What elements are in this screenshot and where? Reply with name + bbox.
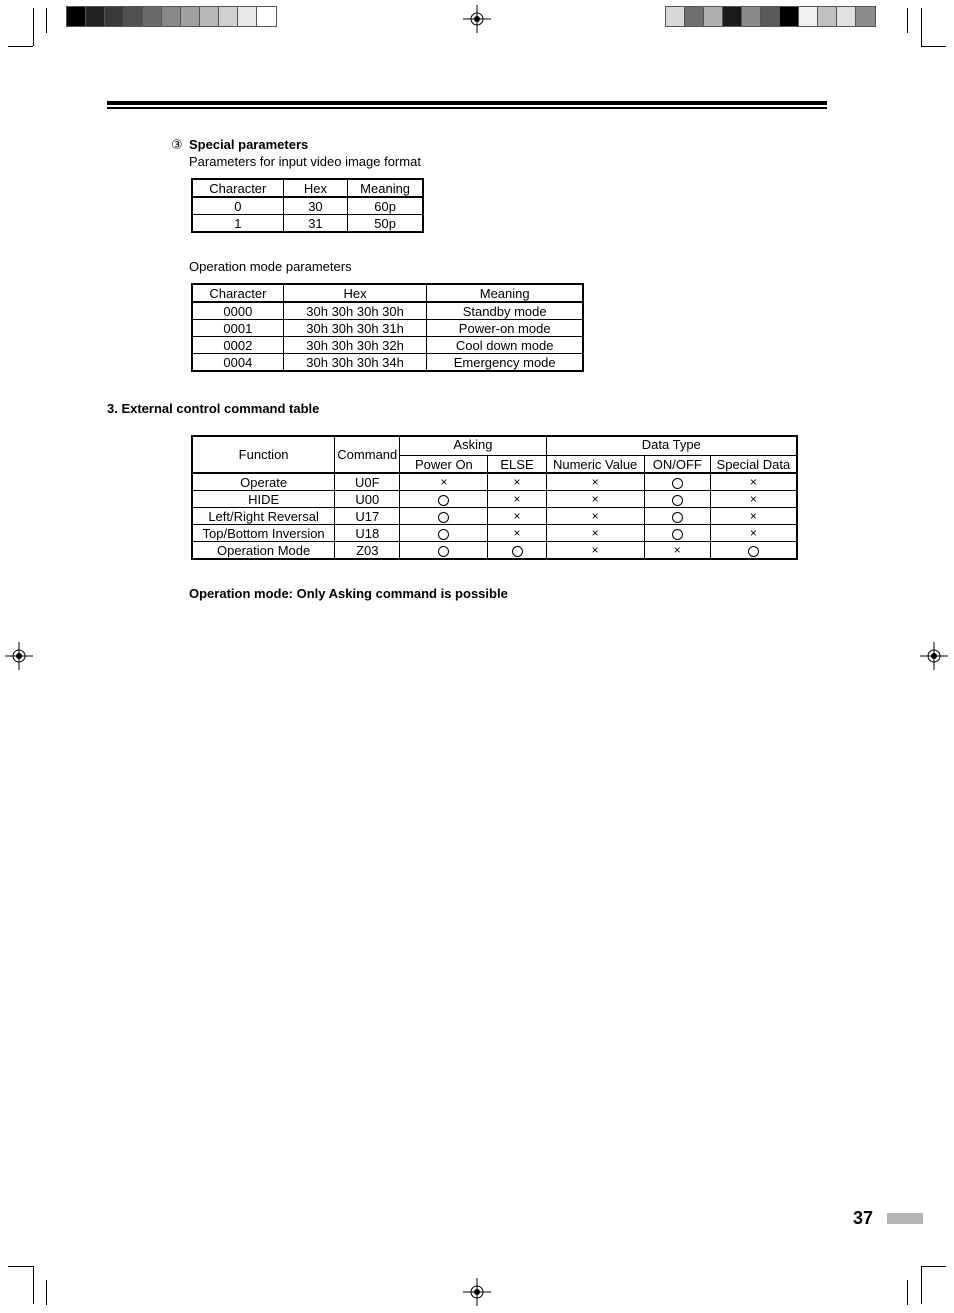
numeric-value-header: Numeric Value [546,456,644,474]
table-header: Meaning [427,285,583,303]
cross-icon: × [591,543,599,557]
page-number-bar [887,1213,923,1224]
circle-icon [672,529,683,540]
function-header: Function [193,437,335,474]
function-cell: Operation Mode [193,542,335,559]
color-swatch [105,7,124,26]
table-row [193,354,583,371]
cross-icon: × [440,475,448,489]
unsupported-mark [710,525,796,542]
table-row [193,302,583,320]
table-cell: Emergency mode [427,354,583,371]
cross-icon: × [513,509,521,523]
circle-icon [438,529,449,540]
table-row [193,337,583,354]
table-header: Meaning [348,180,423,198]
table-cell: Cool down mode [427,337,583,354]
color-swatch [257,7,276,26]
color-swatch [67,7,86,26]
data-type-header: Data Type [546,437,796,456]
cross-icon: × [513,475,521,489]
circle-icon [438,546,449,557]
color-swatch [124,7,143,26]
command-table [192,436,797,559]
power-on-header: Power On [400,456,488,474]
table-cell: 60p [348,197,423,215]
unsupported-mark [488,508,546,525]
registration-mark-bottom-icon [463,1278,491,1306]
unsupported-mark [400,473,488,491]
circle-icon [748,546,759,557]
registration-mark-right-icon [920,642,948,670]
special-params-marker: ③ [171,137,183,152]
color-swatch [818,7,837,26]
table-cell: 1 [193,215,284,232]
unsupported-mark [710,491,796,508]
unsupported-mark [546,508,644,525]
circle-icon [512,546,523,557]
color-swatch [200,7,219,26]
unsupported-mark [488,525,546,542]
registration-mark-left-icon [5,642,33,670]
color-calibration-bar-left [66,6,277,27]
table-cell: Power-on mode [427,320,583,337]
table-header: Character [193,180,284,198]
table-cell: 30h 30h 30h 32h [283,337,427,354]
command-table-body [193,473,797,559]
unsupported-mark [644,542,710,559]
command-cell: U0F [335,473,400,491]
color-swatch [761,7,780,26]
table-row [193,473,797,491]
color-swatch [837,7,856,26]
supported-mark [644,508,710,525]
color-swatch [162,7,181,26]
function-cell: HIDE [193,491,335,508]
color-swatch [219,7,238,26]
table-cell: 30h 30h 30h 31h [283,320,427,337]
table-row [193,215,423,232]
unsupported-mark [546,491,644,508]
cross-icon: × [749,509,757,523]
command-table-heading: 3. External control command table [107,401,320,416]
operation-mode-table [192,284,583,371]
unsupported-mark [546,525,644,542]
cross-icon: × [749,526,757,540]
cross-icon: × [749,492,757,506]
color-swatch [181,7,200,26]
color-swatch [666,7,685,26]
supported-mark [710,542,796,559]
special-params-subtitle: Parameters for input video image format [189,154,421,169]
registration-mark-top-icon [463,5,491,33]
special-params-title: Special parameters [189,137,309,152]
table-cell: 30h 30h 30h 30h [283,302,427,320]
color-swatch [238,7,257,26]
on-off-header: ON/OFF [644,456,710,474]
color-swatch [723,7,742,26]
table-header: Character [193,285,284,303]
else-header: ELSE [488,456,546,474]
table-header: Hex [283,180,348,198]
table-cell: 31 [283,215,348,232]
supported-mark [644,491,710,508]
table-cell: Standby mode [427,302,583,320]
table-header: Hex [283,285,427,303]
command-header: Command [335,437,400,474]
function-cell: Left/Right Reversal [193,508,335,525]
color-swatch [856,7,875,26]
function-cell: Top/Bottom Inversion [193,525,335,542]
table-row [193,320,583,337]
table-row [193,491,797,508]
cross-icon: × [591,526,599,540]
supported-mark [400,508,488,525]
table-cell: 50p [348,215,423,232]
opmode-title: Operation mode parameters [189,259,352,274]
supported-mark [488,542,546,559]
color-swatch [704,7,723,26]
unsupported-mark [488,473,546,491]
color-swatch [742,7,761,26]
unsupported-mark [488,491,546,508]
table-cell: 30 [283,197,348,215]
supported-mark [400,542,488,559]
table-cell: 0002 [193,337,284,354]
unsupported-mark [710,508,796,525]
color-swatch [86,7,105,26]
color-swatch [685,7,704,26]
command-cell: U17 [335,508,400,525]
cross-icon: × [513,526,521,540]
unsupported-mark [710,473,796,491]
table-cell: 0001 [193,320,284,337]
header-rule [107,101,827,105]
table-row [193,542,797,559]
table-row [193,525,797,542]
header-rule-thin [107,107,827,109]
circle-icon [438,495,449,506]
table-cell: 0 [193,197,284,215]
command-note: Operation mode: Only Asking command is possible [189,586,508,601]
cross-icon: × [749,475,757,489]
cross-icon: × [513,492,521,506]
command-cell: Z03 [335,542,400,559]
page-number: 37 [853,1208,874,1228]
supported-mark [644,525,710,542]
color-swatch [143,7,162,26]
table-cell: 0000 [193,302,284,320]
table-cell: 30h 30h 30h 34h [283,354,427,371]
color-swatch [799,7,818,26]
unsupported-mark [546,542,644,559]
table-cell: 0004 [193,354,284,371]
circle-icon [672,478,683,489]
supported-mark [644,473,710,491]
video-format-table [192,179,423,232]
circle-icon [672,512,683,523]
table-row [193,197,423,215]
cross-icon: × [591,475,599,489]
table-row [193,508,797,525]
cross-icon: × [673,543,681,557]
color-swatch [780,7,799,26]
circle-icon [438,512,449,523]
supported-mark [400,525,488,542]
circle-icon [672,495,683,506]
color-calibration-bar-right [665,6,876,27]
function-cell: Operate [193,473,335,491]
command-cell: U18 [335,525,400,542]
unsupported-mark [546,473,644,491]
command-cell: U00 [335,491,400,508]
special-data-header: Special Data [710,456,796,474]
asking-header: Asking [400,437,546,456]
cross-icon: × [591,492,599,506]
cross-icon: × [591,509,599,523]
supported-mark [400,491,488,508]
